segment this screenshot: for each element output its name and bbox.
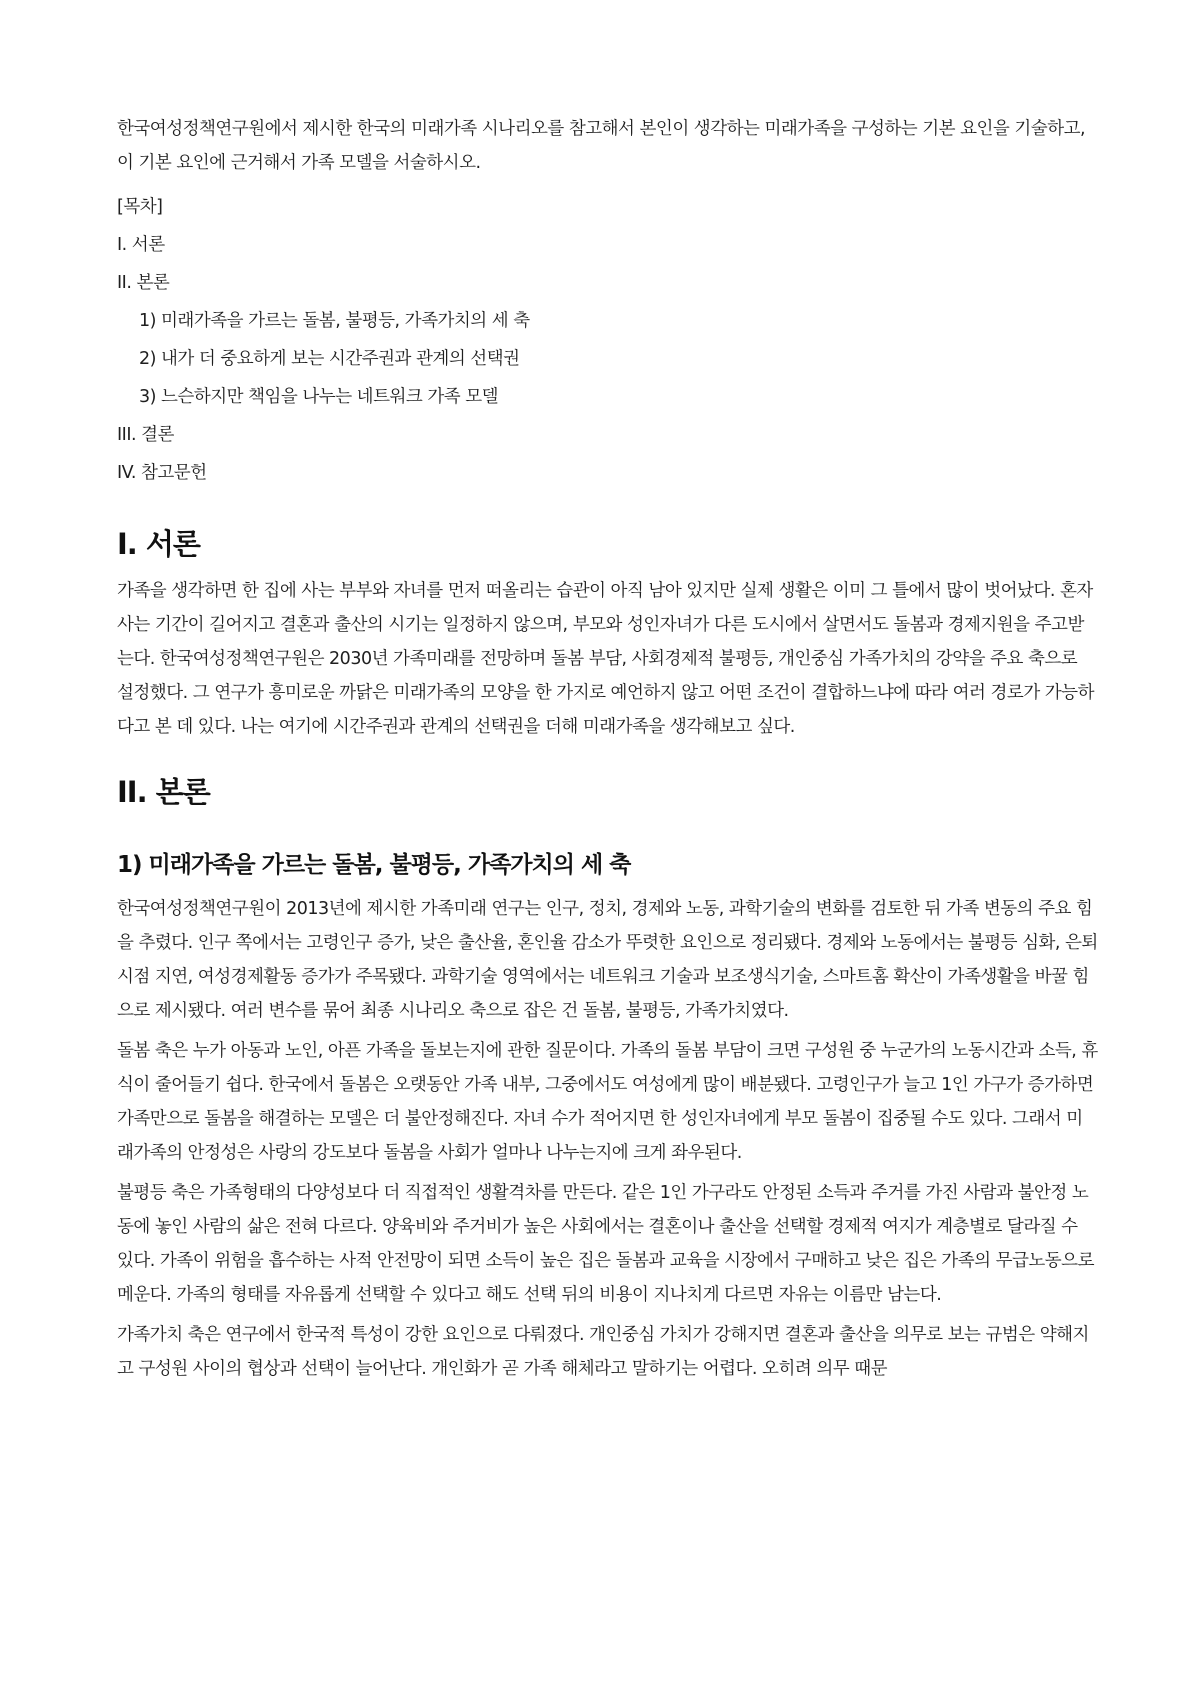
assignment-prompt: 한국여성정책연구원에서 제시한 한국의 미래가족 시나리오를 참고해서 본인이 생각하는 미래가족을 구성하는 기본 요인을 기술하고, 이 기본 요인에 근거해서 가족 모델을 서술하시오.: [117, 119, 1086, 173]
section-heading-body: II. 본론: [117, 775, 210, 809]
body-paragraph: 불평등 축은 가족형태의 다양성보다 더 직접적인 생활격차를 만든다. 같은 1인 가구라도 안정된 소득과 주거를 가진 사람과 불안정 노동에 놓인 사람의 삶은 전혀 다르다. 양육비와 주거비가 높은 사회에서는 결혼이나 출산을 선택할 경제적 여지가 계층별로 달라질 수 있다. 가족이 위험을 흡수하는 사적 안전망이 되면 소득이 높은 집은 돌봄과 교육을 시장에서 구매하고 낮은 집은 가족의 무급노동으로 메운다. 가족의 형태를 자유롭게 선택할 수 있다고 해도 선택 뒤의 비용이 지나치게 다르면 자유는 이름만 남는다.: [117, 1183, 1094, 1305]
table-of-contents: [117, 188, 1098, 492]
toc-title: [목차]: [117, 197, 163, 217]
body-paragraph: 돌봄 축은 누가 아동과 노인, 아픈 가족을 돌보는지에 관한 질문이다. 가족의 돌봄 부담이 크면 구성원 중 누군가의 노동시간과 소득, 휴식이 줄어들기 쉽다. 한국에서 돌봄은 오랫동안 가족 내부, 그중에서도 여성에게 많이 배분됐다. 고령인구가 늘고 1인 가구가 증가하면 가족만으로 돌봄을 해결하는 모델은 더 불안정해진다. 자녀 수가 적어지면 한 성인자녀에게 부모 돌봄이 집중될 수도 있다. 그래서 미래가족의 안정성은 사랑의 강도보다 돌봄을 사회가 얼마나 나누는지에 크게 좌우된다.: [117, 1041, 1098, 1163]
toc-item-references: IV. 참고문헌: [117, 463, 207, 483]
introduction-paragraph: 가족을 생각하면 한 집에 사는 부부와 자녀를 먼저 떠올리는 습관이 아직 남아 있지만 실제 생활은 이미 그 틀에서 많이 벗어났다. 혼자 사는 기간이 길어지고 결혼과 출산의 시기는 일정하지 않으며, 부모와 성인자녀가 다른 도시에서 살면서도 돌봄과 경제지원을 주고받는다. 한국여성정책연구원은 2030년 가족미래를 전망하며 돌봄 부담, 사회경제적 불평등, 개인중심 가족가치의 강약을 주요 축으로 설정했다. 그 연구가 흥미로운 까닭은 미래가족의 모양을 한 가지로 예언하지 않고 어떤 조건이 결합하느냐에 따라 여러 경로가 가능하다고 본 데 있다. 나는 여기에 시간주권과 관계의 선택권을 더해 미래가족을 생각해보고 싶다.: [117, 581, 1094, 737]
toc-item-introduction: I. 서론: [117, 235, 165, 255]
toc-subitem-1: 1) 미래가족을 가르는 돌봄, 불평등, 가족가치의 세 축: [139, 311, 530, 331]
body-paragraph: 한국여성정책연구원이 2013년에 제시한 가족미래 연구는 인구, 정치, 경제와 노동, 과학기술의 변화를 검토한 뒤 가족 변동의 주요 힘을 추렸다. 인구 쪽에서는 고령인구 증가, 낮은 출산율, 혼인율 감소가 뚜렷한 요인으로 정리됐다. 경제와 노동에서는 불평등 심화, 은퇴시점 지연, 여성경제활동 증가가 주목됐다. 과학기술 영역에서는 네트워크 기술과 보조생식기술, 스마트홈 확산이 가족생활을 바꿀 힘으로 제시됐다. 여러 변수를 묶어 최종 시나리오 축으로 잡은 건 돌봄, 불평등, 가족가치였다.: [117, 899, 1098, 1021]
body-paragraph: 가족가치 축은 연구에서 한국적 특성이 강한 요인으로 다뤄졌다. 개인중심 가치가 강해지면 결혼과 출산을 의무로 보는 규범은 약해지고 구성원 사이의 협상과 선택이 늘어난다. 개인화가 곧 가족 해체라고 말하기는 어렵다. 오히려 의무 때문: [117, 1325, 1089, 1379]
toc-subitem-2: 2) 내가 더 중요하게 보는 시간주권과 관계의 선택권: [139, 349, 520, 369]
toc-item-body: II. 본론: [117, 273, 170, 293]
toc-item-conclusion: III. 결론: [117, 425, 174, 445]
toc-subitem-3: 3) 느슨하지만 책임을 나누는 네트워크 가족 모델: [139, 387, 499, 407]
section-heading-introduction: I. 서론: [117, 527, 200, 561]
subsection-heading-1: 1) 미래가족을 가르는 돌봄, 불평등, 가족가치의 세 축: [117, 852, 631, 878]
